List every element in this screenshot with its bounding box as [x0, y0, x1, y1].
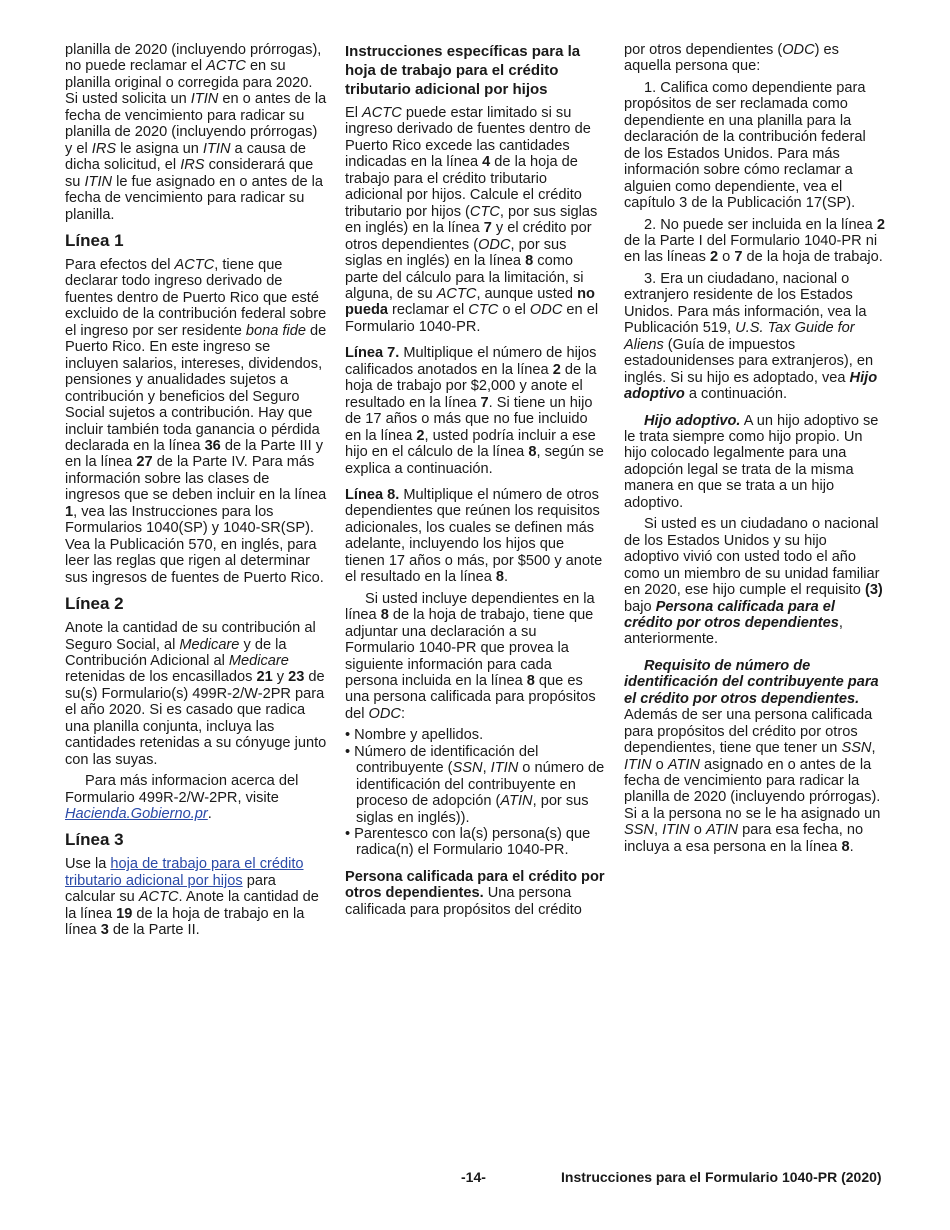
text-run: . Si tiene un hijo de 17 años o más que no fue incluido en la línea	[345, 394, 593, 444]
paragraph-linea-7	[345, 345, 607, 477]
text-run: Use la	[65, 856, 111, 873]
text-run: ,	[654, 822, 663, 839]
text-run: de la hoja de trabajo para el crédito tributario adicional por hijos. Calcule el crédito tributario por hijos (	[345, 154, 582, 220]
text-run: Una persona calificada para propósitos del crédito	[345, 885, 582, 918]
text-run: de la hoja de trabajo, tiene que adjuntar una declaración a su Formulario 1040-PR que provea la siguiente información para cada persona incluida en la línea	[345, 607, 594, 689]
text-run: a continuación.	[684, 386, 788, 403]
paragraph-requisito-numero	[624, 658, 886, 855]
text-run: de la hoja de trabajo por $2,000 y anote el resultado en la línea	[345, 361, 597, 411]
text-run: ODC	[529, 302, 563, 319]
paragraph-linea-8-dependents	[345, 591, 607, 723]
text-run: 2. No puede ser incluida en la línea	[644, 216, 877, 233]
text-run: 8	[380, 607, 389, 624]
text-run: , usted podría incluir a ese hijo en el cálculo de la línea	[345, 427, 596, 461]
text-run: CTC	[469, 203, 500, 220]
text-run: ITIN	[490, 760, 519, 777]
paragraph-linea-8	[345, 487, 607, 586]
text-run: le asigna un	[116, 140, 203, 157]
text-run: • Parentesco con la(s) persona(s) que radica(n) el Formulario 1040-PR.	[345, 826, 591, 859]
text-run: en el Formulario 1040-PR.	[345, 302, 599, 335]
list-item	[624, 217, 886, 266]
text-run: Persona calificada para el crédito por otros dependientes	[624, 598, 839, 631]
paragraph-hijo-adoptivo	[624, 413, 886, 512]
text-run: 8	[525, 253, 534, 270]
text-run: 8	[841, 838, 850, 855]
column-left	[65, 42, 327, 944]
text-run: ) es aquella persona que:	[624, 42, 839, 75]
text-run: Además de ser una persona calificada para propósitos del crédito por otros dependientes, tiene que tener un	[624, 707, 873, 757]
text-run: ODC	[782, 42, 815, 58]
paragraph-intro	[65, 42, 327, 223]
text-run: ,	[871, 740, 876, 757]
list-item	[624, 271, 886, 403]
text-run: IRS	[91, 140, 117, 157]
text-run: 8	[528, 444, 537, 461]
paragraph-linea-2	[65, 620, 327, 768]
column-right	[624, 42, 886, 860]
column-middle	[345, 42, 607, 923]
text-run: y el crédito por otros dependientes (	[345, 220, 592, 253]
paragraph-persona-calificada	[345, 869, 607, 918]
text-run: , por sus siglas en inglés) en la línea	[345, 236, 567, 270]
text-run: de la Parte IV. Para más información sobre las clases de ingresos que se deben incluir en la línea	[65, 454, 327, 504]
text-run: de la hoja de trabajo en la línea	[65, 905, 305, 939]
text-run: ODC	[368, 705, 401, 722]
text-run: asignado en o antes de la fecha de vencimiento para radicar la planilla de 2020 (incluyendo prórrogas). Si a la persona no se le ha asignado un	[624, 756, 881, 822]
text-link[interactable]: hoja de trabajo para el crédito tributario adicional por hijos	[65, 856, 304, 889]
heading-linea-3: Línea 3	[65, 830, 124, 850]
text-run: (Guía de impuestos estadounidenses para extranjeros), en inglés. Si su hijo es adoptado, vea	[624, 336, 874, 386]
text-run: , por sus siglas en inglés)).	[356, 793, 589, 826]
text-run: .	[504, 569, 509, 586]
footer-title: Instrucciones para el Formulario 1040-PR (2020)	[561, 1169, 882, 1185]
text-run: 2	[416, 427, 425, 444]
text-run: .	[849, 838, 854, 855]
text-run: ITIN	[190, 91, 219, 108]
text-run: para esa fecha, no incluya a esa persona en la línea	[624, 822, 864, 855]
text-run: • Nombre y apellidos.	[345, 727, 484, 744]
paragraph-linea-2-more	[65, 773, 327, 822]
text-run: puede estar limitado si su ingreso derivado de fuentes dentro de Puerto Rico excede las cantidades indicadas en la línea	[345, 105, 591, 171]
text-run: le fue asignado en o antes de la fecha de vencimiento para radicar su planilla.	[65, 173, 324, 223]
text-run: , aunque usted	[476, 285, 578, 302]
text-run: bona fide	[245, 322, 306, 339]
text-run: Si usted es un ciudadano o nacional de los Estados Unidos y su hijo adoptivo vivió con usted todo el año como un miembro de su unidad familiar en 2020, ese hijo cumple el requisito	[624, 516, 880, 599]
text-run: 7	[734, 249, 743, 266]
text-run: Línea 8.	[345, 486, 400, 503]
text-run: ,	[482, 760, 491, 777]
text-run: Medicare	[228, 652, 289, 669]
text-run: Hijo adoptivo	[624, 369, 878, 403]
text-run: , por sus siglas en inglés) en la línea	[345, 203, 598, 237]
text-run: CTC	[468, 302, 499, 319]
text-run: Multiplique el número de hijos calificados anotados en la línea	[345, 345, 597, 378]
text-run: 19	[116, 905, 133, 922]
text-run: Para más informacion acerca del Formulario 499R-2/W-2PR, visite	[65, 773, 299, 806]
text-run: 1	[65, 503, 74, 520]
text-run: 27	[136, 454, 153, 471]
paragraph-odc-intro	[624, 42, 886, 75]
text-run: de la Parte II.	[108, 922, 200, 939]
text-run: bajo	[624, 598, 656, 615]
text-run: en su planilla original o corregida para 2020. Si usted solicita un	[65, 58, 313, 108]
text-run: ATIN	[500, 793, 533, 810]
text-run: en o antes de la fecha de vencimiento para radicar su planilla de 2020 (incluyendo prórrogas) y el	[65, 91, 327, 157]
list-item	[345, 727, 607, 743]
text-run: o	[651, 756, 668, 773]
text-run: Si usted incluye dependientes en la línea	[345, 590, 595, 624]
text-run: ACTC	[436, 285, 477, 302]
text-run: ITIN	[84, 173, 113, 190]
text-run: ACTC	[206, 58, 246, 75]
page-number: -14-	[461, 1169, 486, 1185]
text-run: para calcular su	[65, 872, 276, 906]
text-run: El	[345, 105, 363, 121]
text-run: Hijo adoptivo.	[644, 412, 741, 429]
text-run: o	[718, 249, 735, 266]
text-run: , anteriormente.	[624, 614, 843, 648]
text-run: 23	[288, 669, 305, 686]
text-run: ATIN	[667, 756, 700, 773]
paragraph-hijo-adoptivo-citizen	[624, 516, 886, 648]
text-run: .	[207, 806, 212, 823]
text-run: :	[400, 705, 406, 722]
text-run: planilla de 2020 (incluyendo prórrogas), no puede reclamar el	[65, 42, 322, 75]
text-run: ITIN	[624, 756, 652, 773]
text-run: y de la Contribución Adicional al	[65, 636, 287, 669]
text-run: U.S. Tax Guide for Aliens	[624, 320, 855, 353]
heading-specific-instructions: Instrucciones específicas para la hoja de trabajo para el crédito tributario adicional por hijos	[345, 43, 581, 98]
text-run: Anote la cantidad de su contribución al Seguro Social, al	[65, 620, 316, 653]
text-run: como parte del cálculo para la limitación, si alguna, de su	[345, 253, 584, 302]
text-run: Requisito de número de identificación del contribuyente para el crédito por otros dependientes.	[624, 657, 879, 707]
paragraph-linea-1	[65, 257, 327, 586]
text-run: ACTC	[362, 105, 402, 121]
text-run: 1. Califica como dependiente para propósitos de ser reclamada como dependiente en una planilla para la declaración de la contribución federal de los Estados Unidos. Para más información sobre cómo reclamar a alguien como dependiente, vea el capítulo 3 de la Publicación 17(SP).	[624, 79, 866, 212]
text-link[interactable]: Hacienda.Gobierno.pr	[65, 806, 208, 823]
text-run: IRS	[180, 157, 205, 174]
text-run: 3	[100, 922, 109, 939]
text-run: Línea 7.	[345, 345, 400, 362]
text-run: , vea las Instrucciones para los Formularios 1040(SP) y 1040-SR(SP). Vea la Publicación 570, en inglés, para leer las reglas que rigen al determinar sus ingresos de fuentes de Puerto Rico.	[65, 503, 324, 586]
text-run: de la Parte I del Formulario 1040-PR ni en las líneas	[624, 232, 878, 266]
text-run: ITIN	[662, 822, 690, 839]
list-item	[345, 744, 607, 826]
paragraph-actc-limit	[345, 105, 607, 335]
text-run: de la hoja de trabajo.	[742, 249, 883, 266]
text-run: , según se explica a continuación.	[345, 444, 604, 477]
text-run: . Anote la cantidad de la línea	[65, 889, 319, 922]
text-run: , tiene que declarar todo ingreso derivado de fuentes dentro de Puerto Rico que esté excluido de la contribución federal sobre el ingreso por ser residente	[65, 256, 327, 339]
text-run: 36	[204, 437, 221, 454]
text-run: ACTC	[174, 256, 215, 273]
paragraph-linea-3	[65, 856, 327, 938]
text-run: SSN	[841, 740, 872, 757]
text-run: reclamar el	[387, 302, 469, 319]
text-run: o número de identificación del contribuyente en proceso de adopción (	[356, 760, 605, 810]
text-run: Persona calificada para el crédito por otros dependientes.	[345, 868, 605, 902]
list-item	[624, 80, 886, 212]
text-run: de la Parte III y en la línea	[65, 437, 324, 471]
text-run: considerará que su	[65, 157, 314, 190]
text-run: Para efectos del	[65, 256, 175, 273]
text-run: ACTC	[138, 889, 179, 906]
text-run: a causa de dicha solicitud, el	[65, 140, 306, 174]
text-run: retenidas de los encasillados	[65, 669, 257, 686]
text-run: (3)	[864, 582, 883, 599]
text-run: ODC	[478, 236, 511, 253]
text-run: no pueda	[345, 285, 595, 319]
text-run: 8	[526, 672, 535, 689]
text-run: ATIN	[705, 822, 739, 839]
text-run: de Puerto Rico. En este ingreso se incluyen salarios, intereses, dividendos, pensiones y anualidades sujetos a contribución y beneficios del Seguro Social sujetos a contribución. Hay que incluir también toda ganancia o pérdida declarada en la línea	[65, 322, 327, 454]
text-run: SSN	[624, 822, 655, 839]
text-run: • Número de identificación del contribuyente (	[345, 743, 539, 777]
text-run: o	[689, 822, 706, 839]
text-run: o el	[498, 302, 530, 319]
text-run: y	[272, 669, 289, 686]
text-run: 21	[256, 669, 273, 686]
heading-linea-2: Línea 2	[65, 594, 124, 614]
text-run: 7	[480, 394, 489, 411]
text-run: de su(s) Formulario(s) 499R-2/W-2PR para el año 2020. Si es casado que radica una planilla conjunta, incluya las cantidades retenidas a su cónyuge junto con las suyas.	[65, 669, 327, 768]
list-item	[345, 826, 607, 859]
text-run: 7	[483, 220, 492, 237]
text-run: A un hijo adoptivo se le trata siempre como hijo propio. Un hijo colocado legalmente para una adopción legal se trata de la misma manera en que se trata a un hijo adoptivo.	[624, 412, 879, 511]
text-run: 4	[482, 154, 491, 171]
text-run: Multiplique el número de otros dependientes que reúnen los requisitos adicionales, los cuales se definen más adelante, incluyendo los hijos que tienen 17 años o más, por $500 y anote el resultado en la línea	[345, 486, 603, 586]
text-run: ITIN	[202, 140, 231, 157]
text-run: Medicare	[179, 636, 240, 653]
heading-linea-1: Línea 1	[65, 230, 124, 250]
text-run: 2	[710, 249, 719, 266]
text-run: 8	[495, 569, 505, 586]
text-run: 2	[876, 216, 885, 233]
text-run: SSN	[452, 760, 483, 777]
text-run: 2	[552, 361, 561, 378]
text-run: por otros dependientes (	[624, 42, 783, 58]
text-run: 3. Era un ciudadano, nacional o extranjero residente de los Estados Unidos. Para más información, vea la Publicación 519,	[624, 270, 867, 337]
text-run: que es una persona calificada para propósitos del	[345, 672, 596, 722]
